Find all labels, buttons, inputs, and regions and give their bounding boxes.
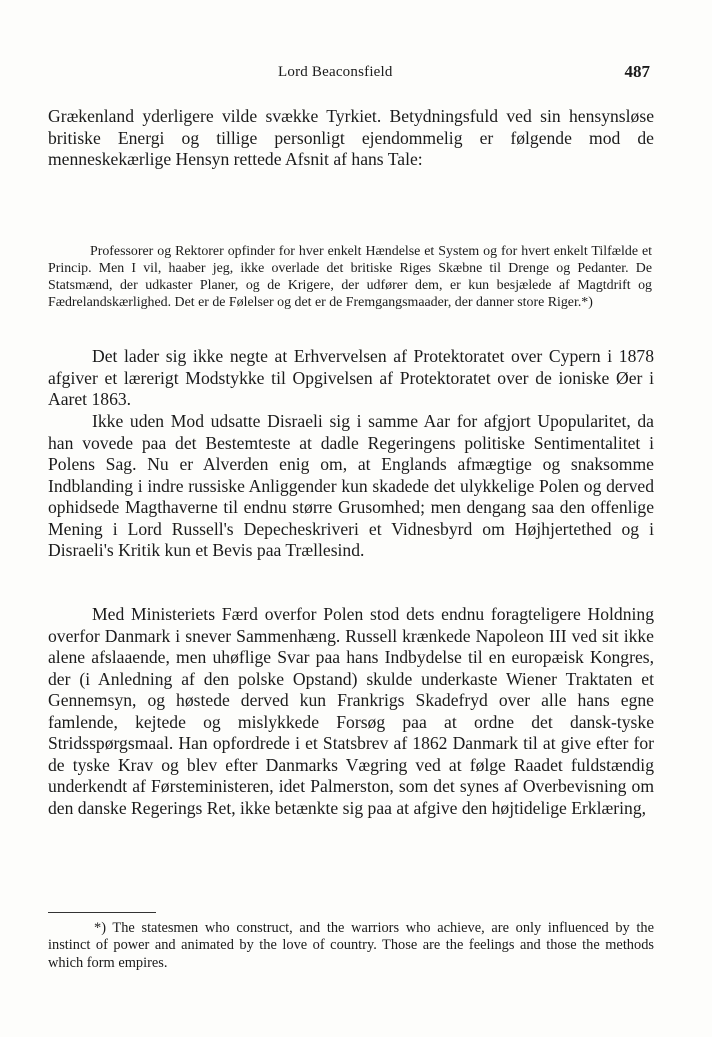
paragraph-1: Grækenland yderligere vilde svække Tyrkiet. Betydningsfuld ved sin hensynsløse britiske Energi og tillige personligt ejendommelig er følgende mod de menneskekærlige Hensyn rettede Afsnit af hans Tale: [48, 106, 654, 169]
paragraph-4: Med Ministeriets Færd overfor Polen stod dets endnu foragteligere Holdning overfor Danmark i snever Sammenhæng. Russell krænkede Napoleon III ved sit ikke alene afslaaende, men uhøflige Svar paa hans Indbydelse til en europæisk Kongres, der (i Anledning af den polske Opstand) skulde underkaste Wiener Traktaten et Gennemsyn, og høstede derved kun Frankrigs Skadefryd over alle hans egne famlende, kejtede og mislykkede Forsøg paa at ordne det dansk-tyske Stridsspørgsmaal. Han opfordrede i et Statsbrev af 1862 Danmark til at give efter for de tyske Krav og blev efter Danmarks Vægring ved at følge Raadet fuldstændig underkendt af Førsteministeren, idet Palmerston, som det synes af Overbevisning om den danske Regerings Ret, ikke betænkte sig paa at afgive den højtidelige Erklæring, [48, 604, 654, 818]
running-head: Lord Beaconsfield [278, 64, 393, 80]
paragraph-3: Ikke uden Mod udsatte Disraeli sig i samme Aar for afgjort Upopularitet, da han vovede paa det Bestemteste at dadle Regeringens politiske Sentimentalitet i Polens Sag. Nu er Alverden enig om, at Englands afmægtige og snaksomme Indblanding i indre russiske Anliggender kun skadede det ulykkelige Polen og derved ophidsede Magthaverne til endnu større Grusomhed; men dengang saa den offenlige Mening i Lord Russell's Depecheskriveri et Vidnesbyrd om Højhjertethed og i Disraeli's Kritik kun et Bevis paa Trællesind. [48, 411, 654, 560]
block-quote: Professorer og Rektorer opfinder for hver enkelt Hændelse et System og for hvert enkelt Tilfælde et Princip. Men I vil, haaber jeg, ikke overlade det britiske Riges Skæbne til Drenge og Pedanter. De Statsmænd, der udkaster Planer, og de Krigere, der udfører dem, er kun besjælede af Magtdrift og Fædrelandskærlighed. Det er de Følelser og det er de Fremgangsmaader, der danner store Riger.*) [48, 244, 652, 310]
page-header [48, 62, 656, 84]
paragraph-2: Det lader sig ikke negte at Erhvervelsen af Protektoratet over Cypern i 1878 afgiver et lærerigt Modstykke til Opgivelsen af Protektoratet over de ioniske Øer i Aaret 1863. [48, 346, 654, 409]
page-number: 487 [624, 62, 650, 81]
footnote-divider [48, 912, 156, 913]
footnote: *) The statesmen who construct, and the warriors who achieve, are only influenced by the instinct of power and animated by the love of country. Those are the feelings and those the methods which form empires. [48, 920, 654, 971]
